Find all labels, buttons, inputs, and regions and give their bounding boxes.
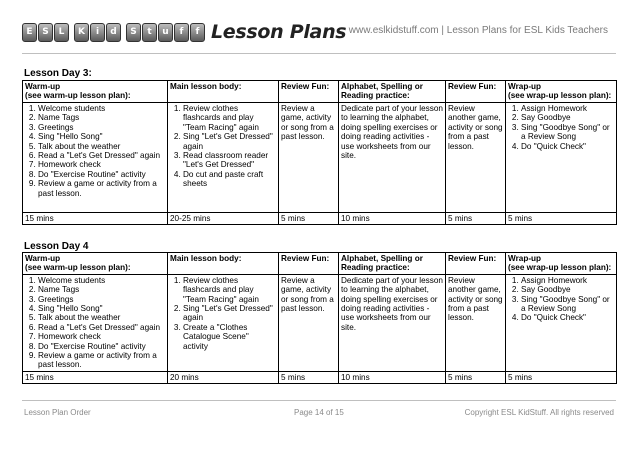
- review-fun-cell: Review a game, activity or song from a past lesson.: [279, 103, 339, 213]
- list-item: 7. Homework check: [38, 332, 165, 341]
- time-cell: 5 mins: [506, 371, 617, 383]
- list-item: 3. Sing "Goodbye Song" or a Review Song: [521, 123, 614, 142]
- header-divider: [22, 53, 616, 54]
- list-item: 8. Do "Exercise Routine" activity: [38, 342, 165, 351]
- logo-tile: i: [90, 23, 105, 42]
- review-fun-cell: Review another game, activity or song from a past lesson.: [446, 103, 506, 213]
- column-header-text: Warm-up: [25, 82, 61, 91]
- column-header: [279, 81, 339, 103]
- column-header-text: (see warm-up lesson plan):: [25, 263, 131, 273]
- logo-tile: t: [142, 23, 157, 42]
- list-item: 2. Name Tags: [38, 285, 165, 294]
- column-header-text: Warm-up: [25, 254, 61, 263]
- time-cell: 15 mins: [23, 213, 168, 225]
- list-item: 7. Homework check: [38, 160, 165, 169]
- wrapup-cell: [506, 274, 617, 371]
- column-header-text: (see wrap-up lesson plan):: [508, 263, 612, 273]
- logo-tile: u: [158, 23, 173, 42]
- day-4-table: [22, 252, 617, 384]
- list-item: 1. Welcome students: [38, 104, 165, 113]
- logo-tile: E: [22, 23, 37, 42]
- column-header-text: Review Fun:: [281, 82, 330, 91]
- column-header-text: (see wrap-up lesson plan):: [508, 91, 612, 101]
- column-header: [506, 81, 617, 103]
- logo: [22, 20, 346, 44]
- column-header-text: Reading practice:: [341, 263, 410, 273]
- column-header-text: Review Fun:: [448, 254, 497, 263]
- list-item: 1. Assign Homework: [521, 276, 614, 285]
- time-cell: 5 mins: [446, 213, 506, 225]
- alphabet-cell: Dedicate part of your lesson to learning the alphabet, doing spelling exercises or doing reading activities - use worksheets from our site.: [339, 103, 446, 213]
- logo-tile: f: [174, 23, 189, 42]
- list-item: 5. Talk about the weather: [38, 313, 165, 322]
- column-header: [506, 253, 617, 275]
- main-body-cell: [168, 274, 279, 371]
- list-item: 6. Read a "Let's Get Dressed" again: [38, 151, 165, 160]
- site-line: www.eslkidstuff.com | Lesson Plans for ESL Kids Teachers: [348, 25, 608, 36]
- logo-tile: S: [38, 23, 53, 42]
- list-item: 1. Review clothes flashcards and play "Team Racing" again: [183, 276, 276, 304]
- list-item: 8. Do "Exercise Routine" activity: [38, 170, 165, 179]
- column-header: [168, 253, 279, 275]
- main-body-cell: [168, 103, 279, 213]
- column-header-text: Main lesson body:: [170, 254, 242, 263]
- time-cell: 10 mins: [339, 213, 446, 225]
- list-item: 5. Talk about the weather: [38, 142, 165, 151]
- list-item: 4. Do "Quick Check": [521, 142, 614, 151]
- list-item: 2. Sing "Let's Get Dressed" again: [183, 304, 276, 323]
- list-item: 2. Say Goodbye: [521, 285, 614, 294]
- logo-tile: S: [126, 23, 141, 42]
- warmup-cell: [23, 274, 168, 371]
- warmup-cell: [23, 103, 168, 213]
- logo-tile: K: [74, 23, 89, 42]
- time-cell: 5 mins: [506, 213, 617, 225]
- day-4-title: Lesson Day 4: [24, 241, 89, 252]
- list-item: 3. Read classroom reader "Let's Get Dressed": [183, 151, 276, 170]
- column-header: [23, 81, 168, 103]
- footer-divider: [22, 400, 616, 401]
- column-header: [339, 253, 446, 275]
- day-3-title: Lesson Day 3:: [24, 68, 92, 79]
- column-header-text: Wrap-up: [508, 82, 542, 91]
- review-fun-cell: Review a game, activity or song from a past lesson.: [279, 274, 339, 371]
- list-item: 1. Welcome students: [38, 276, 165, 285]
- list-item: 9. Review a game or activity from a past lesson.: [38, 351, 165, 370]
- logo-tiles: [22, 23, 205, 42]
- list-item: 3. Greetings: [38, 295, 165, 304]
- time-cell: 5 mins: [279, 213, 339, 225]
- list-item: 1. Review clothes flashcards and play "Team Racing" again: [183, 104, 276, 132]
- list-item: 4. Do cut and paste craft sheets: [183, 170, 276, 189]
- time-cell: 20 mins: [168, 371, 279, 383]
- list-item: 1. Assign Homework: [521, 104, 614, 113]
- logo-tile: f: [190, 23, 205, 42]
- list-item: 6. Read a "Let's Get Dressed" again: [38, 323, 165, 332]
- list-item: 4. Sing "Hello Song": [38, 304, 165, 313]
- column-header-text: Alphabet, Spelling or: [341, 254, 423, 263]
- column-header-text: Review Fun:: [448, 82, 497, 91]
- list-item: 4. Do "Quick Check": [521, 313, 614, 322]
- column-header-text: Review Fun:: [281, 254, 330, 263]
- day-3-table: [22, 80, 617, 225]
- column-header: [279, 253, 339, 275]
- list-item: 2. Say Goodbye: [521, 113, 614, 122]
- time-cell: 5 mins: [446, 371, 506, 383]
- list-item: 4. Sing "Hello Song": [38, 132, 165, 141]
- list-item: 2. Name Tags: [38, 113, 165, 122]
- column-header-text: Wrap-up: [508, 254, 542, 263]
- column-header: [339, 81, 446, 103]
- column-header: [446, 253, 506, 275]
- column-header: [23, 253, 168, 275]
- logo-tile: L: [54, 23, 69, 42]
- logo-tile: d: [106, 23, 121, 42]
- alphabet-cell: Dedicate part of your lesson to learning the alphabet, doing spelling exercises or doing reading activities - use worksheets from our site.: [339, 274, 446, 371]
- footer-copyright: Copyright ESL KidStuff. All rights reserved: [464, 408, 614, 417]
- column-header: [168, 81, 279, 103]
- wrapup-cell: [506, 103, 617, 213]
- footer-page-number: Page 14 of 15: [294, 408, 344, 417]
- review-fun-cell: Review another game, activity or song from a past lesson.: [446, 274, 506, 371]
- list-item: 3. Sing "Goodbye Song" or a Review Song: [521, 295, 614, 314]
- list-item: 2. Sing "Let's Get Dressed" again: [183, 132, 276, 151]
- list-item: 3. Create a "Clothes Catalogue Scene" activity: [183, 323, 276, 351]
- time-cell: 20-25 mins: [168, 213, 279, 225]
- time-cell: 10 mins: [339, 371, 446, 383]
- list-item: 3. Greetings: [38, 123, 165, 132]
- list-item: 9. Review a game or activity from a past lesson.: [38, 179, 165, 198]
- logo-text: Lesson Plans: [211, 21, 347, 43]
- column-header-text: Main lesson body:: [170, 82, 242, 91]
- column-header: [446, 81, 506, 103]
- time-cell: 5 mins: [279, 371, 339, 383]
- column-header-text: Reading practice:: [341, 91, 410, 101]
- footer-left: Lesson Plan Order: [24, 408, 91, 417]
- time-cell: 15 mins: [23, 371, 168, 383]
- column-header-text: (see warm-up lesson plan):: [25, 91, 131, 101]
- column-header-text: Alphabet, Spelling or: [341, 82, 423, 91]
